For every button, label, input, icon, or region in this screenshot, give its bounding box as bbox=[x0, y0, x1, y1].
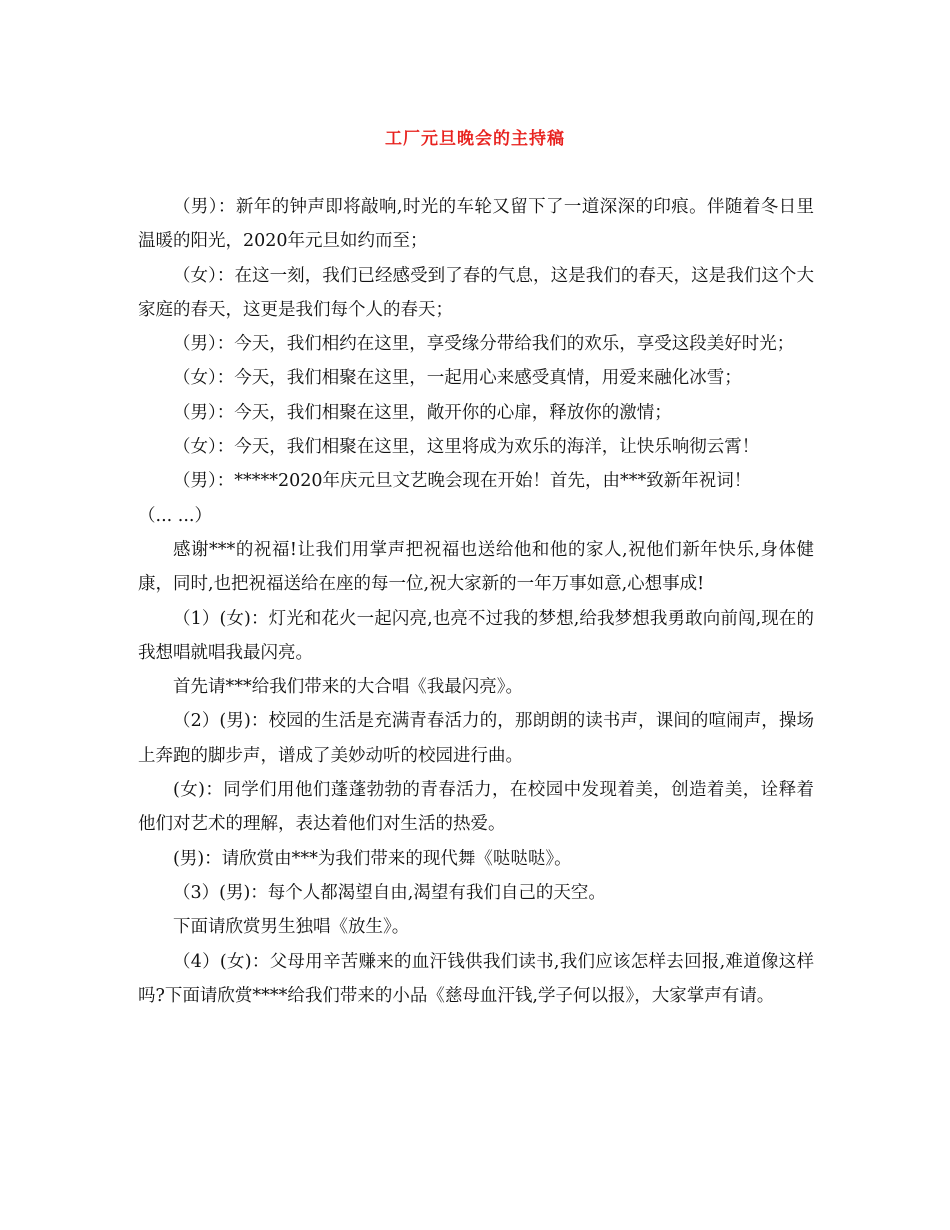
paragraph: 感谢***的祝福!让我们用掌声把祝福也送给他和他的家人,祝他们新年快乐,身体健康，同时,也把祝福送给在座的每一位,祝大家新的一年万事如意,心想事成! bbox=[138, 539, 814, 595]
document-body bbox=[138, 190, 814, 1013]
paragraph: 首先请***给我们带来的大合唱《我最闪亮》。 bbox=[173, 677, 523, 698]
paragraph: （2）(男)：校园的生活是充满青春活力的，那朗朗的读书声，课间的喧闹声，操场上奔跑的脚步声，谱成了美妙动听的校园进行曲。 bbox=[138, 711, 814, 766]
paragraph-ellipsis: （... ...） bbox=[138, 505, 212, 526]
paragraph: （4）(女)：父母用辛苦赚来的血汗钱供我们读书,我们应该怎样去回报,难道像这样吗?下面请欣赏****给我们带来的小品《慈母血汗钱,学子何以报》，大家掌声有请。 bbox=[138, 951, 814, 1006]
paragraph: （男）：今天，我们相约在这里，享受缘分带给我们的欢乐，享受这段美好时光； bbox=[173, 334, 795, 355]
paragraph: （女）：今天，我们相聚在这里，一起用心来感受真情，用爱来融化冰雪； bbox=[173, 368, 742, 389]
paragraph: （3）(男)：每个人都渴望自由,渴望有我们自己的天空。 bbox=[173, 882, 606, 903]
paragraph: （女）：在这一刻，我们已经感受到了春的气息，这是我们的春天，这是我们这个大家庭的春天，这更是我们每个人的春天； bbox=[138, 265, 814, 320]
paragraph: （1）(女)：灯光和花火一起闪亮,也亮不过我的梦想,给我梦想我勇敢向前闯,现在的我想唱就唱我最闪亮。 bbox=[138, 608, 814, 663]
paragraph: (女)：同学们用他们蓬蓬勃勃的青春活力，在校园中发现着美，创造着美，诠释着他们对艺术的理解，表达着他们对生活的热爱。 bbox=[138, 780, 814, 835]
paragraph: （男）：*****2020年庆元旦文艺晚会现在开始！首先，由***致新年祝词！ bbox=[173, 471, 752, 492]
paragraph: （男）：今天，我们相聚在这里，敞开你的心扉，释放你的激情； bbox=[173, 402, 672, 423]
paragraph: （男）：新年的钟声即将敲响,时光的车轮又留下了一道深深的印痕。伴随着冬日里温暖的阳光，2020年元旦如约而至； bbox=[138, 197, 814, 252]
paragraph: 下面请欣赏男生独唱《放生》。 bbox=[173, 917, 410, 938]
paragraph: （女）：今天，我们相聚在这里，这里将成为欢乐的海洋，让快乐响彻云霄！ bbox=[173, 437, 760, 458]
paragraph: (男)：请欣赏由***为我们带来的现代舞《哒哒哒》。 bbox=[173, 848, 572, 869]
document-title: 工厂元旦晚会的主持稿 bbox=[385, 129, 565, 149]
